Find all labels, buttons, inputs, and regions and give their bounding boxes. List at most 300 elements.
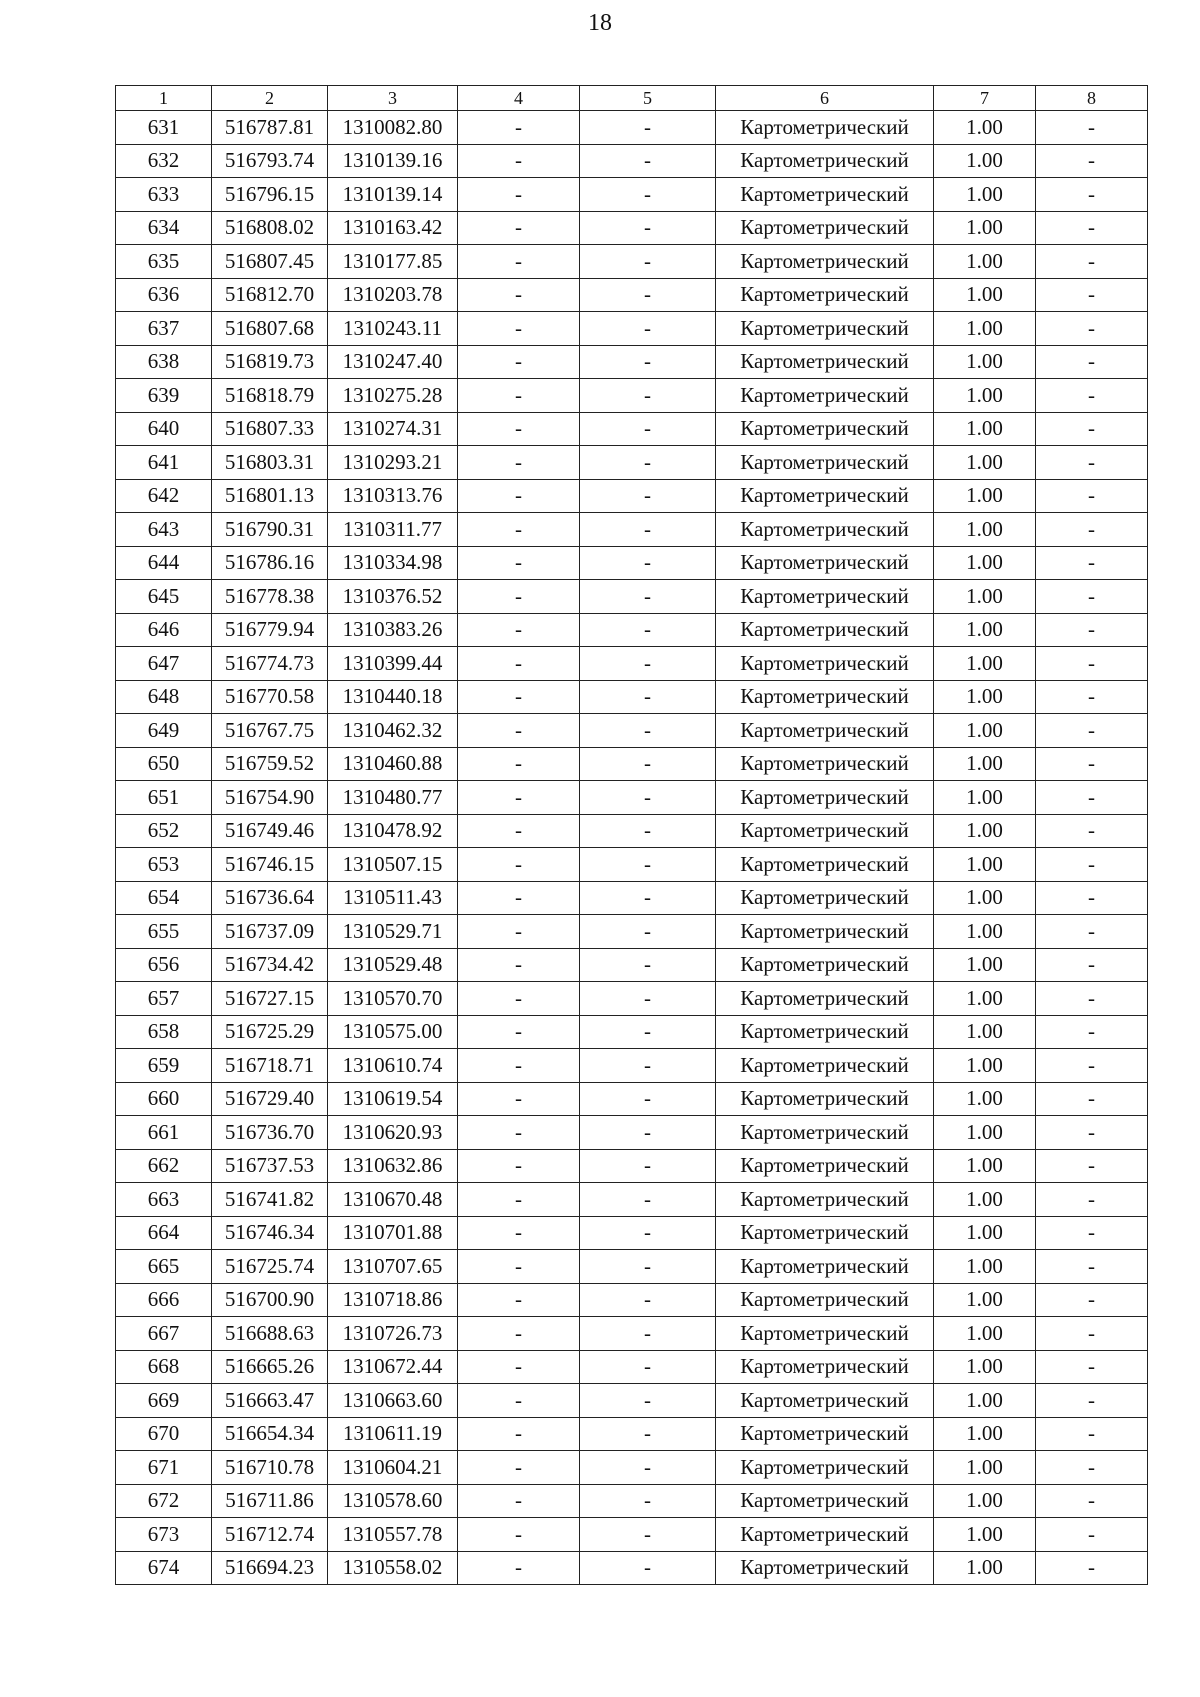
point-number-cell: 663 — [116, 1183, 212, 1217]
method-cell: Картометрический — [716, 178, 934, 212]
column-8-cell: - — [1036, 479, 1148, 513]
accuracy-cell: 1.00 — [934, 446, 1036, 480]
table-row — [116, 312, 1148, 346]
method-cell: Картометрический — [716, 111, 934, 145]
method-cell: Картометрический — [716, 546, 934, 580]
accuracy-cell: 1.00 — [934, 211, 1036, 245]
column-4-cell: - — [458, 781, 580, 815]
accuracy-cell: 1.00 — [934, 1551, 1036, 1585]
column-8-cell: - — [1036, 848, 1148, 882]
x-coordinate-cell: 516807.68 — [212, 312, 328, 346]
column-4-cell: - — [458, 1116, 580, 1150]
y-coordinate-cell: 1310604.21 — [328, 1451, 458, 1485]
x-coordinate-cell: 516746.34 — [212, 1216, 328, 1250]
accuracy-cell: 1.00 — [934, 680, 1036, 714]
x-coordinate-cell: 516688.63 — [212, 1317, 328, 1351]
column-8-cell: - — [1036, 111, 1148, 145]
table-row — [116, 1350, 1148, 1384]
column-8-cell: - — [1036, 747, 1148, 781]
column-4-cell: - — [458, 982, 580, 1016]
method-cell: Картометрический — [716, 144, 934, 178]
accuracy-cell: 1.00 — [934, 848, 1036, 882]
point-number-cell: 649 — [116, 714, 212, 748]
method-cell: Картометрический — [716, 982, 934, 1016]
x-coordinate-cell: 516736.70 — [212, 1116, 328, 1150]
accuracy-cell: 1.00 — [934, 1283, 1036, 1317]
accuracy-cell: 1.00 — [934, 1417, 1036, 1451]
column-8-cell: - — [1036, 1518, 1148, 1552]
point-number-cell: 662 — [116, 1149, 212, 1183]
x-coordinate-cell: 516749.46 — [212, 814, 328, 848]
column-4-cell: - — [458, 1551, 580, 1585]
method-cell: Картометрический — [716, 1149, 934, 1183]
accuracy-cell: 1.00 — [934, 881, 1036, 915]
column-4-cell: - — [458, 1283, 580, 1317]
column-8-cell: - — [1036, 379, 1148, 413]
column-4-cell: - — [458, 1484, 580, 1518]
column-4-cell: - — [458, 211, 580, 245]
method-cell: Картометрический — [716, 680, 934, 714]
column-4-cell: - — [458, 412, 580, 446]
point-number-cell: 671 — [116, 1451, 212, 1485]
column-4-cell: - — [458, 848, 580, 882]
y-coordinate-cell: 1310440.18 — [328, 680, 458, 714]
point-number-cell: 668 — [116, 1350, 212, 1384]
column-8-cell: - — [1036, 781, 1148, 815]
table-row — [116, 781, 1148, 815]
column-4-cell: - — [458, 111, 580, 145]
y-coordinate-cell: 1310480.77 — [328, 781, 458, 815]
column-8-cell: - — [1036, 1116, 1148, 1150]
x-coordinate-cell: 516812.70 — [212, 278, 328, 312]
x-coordinate-cell: 516746.15 — [212, 848, 328, 882]
column-8-cell: - — [1036, 312, 1148, 346]
method-cell: Картометрический — [716, 1384, 934, 1418]
accuracy-cell: 1.00 — [934, 345, 1036, 379]
column-5-cell: - — [580, 982, 716, 1016]
method-cell: Картометрический — [716, 312, 934, 346]
x-coordinate-cell: 516796.15 — [212, 178, 328, 212]
point-number-cell: 669 — [116, 1384, 212, 1418]
column-8-cell: - — [1036, 345, 1148, 379]
column-4-cell: - — [458, 1384, 580, 1418]
column-4-cell: - — [458, 747, 580, 781]
table-row — [116, 1116, 1148, 1150]
column-4-cell: - — [458, 312, 580, 346]
y-coordinate-cell: 1310247.40 — [328, 345, 458, 379]
method-cell: Картометрический — [716, 647, 934, 681]
table-row — [116, 1216, 1148, 1250]
table-row — [116, 178, 1148, 212]
point-number-cell: 655 — [116, 915, 212, 949]
accuracy-cell: 1.00 — [934, 613, 1036, 647]
method-cell: Картометрический — [716, 211, 934, 245]
point-number-cell: 660 — [116, 1082, 212, 1116]
column-4-cell: - — [458, 479, 580, 513]
column-5-cell: - — [580, 1015, 716, 1049]
point-number-cell: 656 — [116, 948, 212, 982]
column-8-cell: - — [1036, 1015, 1148, 1049]
point-number-cell: 667 — [116, 1317, 212, 1351]
x-coordinate-cell: 516737.53 — [212, 1149, 328, 1183]
column-5-cell: - — [580, 178, 716, 212]
header-row — [116, 86, 1148, 111]
table-row — [116, 848, 1148, 882]
accuracy-cell: 1.00 — [934, 1384, 1036, 1418]
x-coordinate-cell: 516727.15 — [212, 982, 328, 1016]
y-coordinate-cell: 1310632.86 — [328, 1149, 458, 1183]
column-5-cell: - — [580, 546, 716, 580]
column-5-cell: - — [580, 312, 716, 346]
column-8-cell: - — [1036, 814, 1148, 848]
table-body — [116, 111, 1148, 1585]
column-4-cell: - — [458, 1350, 580, 1384]
accuracy-cell: 1.00 — [934, 111, 1036, 145]
x-coordinate-cell: 516770.58 — [212, 680, 328, 714]
column-8-cell: - — [1036, 982, 1148, 1016]
x-coordinate-cell: 516725.29 — [212, 1015, 328, 1049]
point-number-cell: 638 — [116, 345, 212, 379]
x-coordinate-cell: 516754.90 — [212, 781, 328, 815]
table-row — [116, 1451, 1148, 1485]
y-coordinate-cell: 1310462.32 — [328, 714, 458, 748]
table-row — [116, 1317, 1148, 1351]
point-number-cell: 632 — [116, 144, 212, 178]
y-coordinate-cell: 1310529.71 — [328, 915, 458, 949]
table-row — [116, 881, 1148, 915]
table-row — [116, 1417, 1148, 1451]
column-4-cell: - — [458, 647, 580, 681]
table-row — [116, 915, 1148, 949]
column-8-cell: - — [1036, 546, 1148, 580]
column-4-cell: - — [458, 680, 580, 714]
column-8-cell: - — [1036, 1149, 1148, 1183]
table-row — [116, 345, 1148, 379]
method-cell: Картометрический — [716, 1350, 934, 1384]
column-5-cell: - — [580, 1216, 716, 1250]
point-number-cell: 657 — [116, 982, 212, 1016]
table-row — [116, 814, 1148, 848]
table-row — [116, 1283, 1148, 1317]
column-5-cell: - — [580, 1082, 716, 1116]
table-row — [116, 1384, 1148, 1418]
point-number-cell: 672 — [116, 1484, 212, 1518]
method-cell: Картометрический — [716, 412, 934, 446]
point-number-cell: 674 — [116, 1551, 212, 1585]
table-row — [116, 278, 1148, 312]
method-cell: Картометрический — [716, 848, 934, 882]
method-cell: Картометрический — [716, 1484, 934, 1518]
table-row — [116, 211, 1148, 245]
point-number-cell: 633 — [116, 178, 212, 212]
column-8-cell: - — [1036, 580, 1148, 614]
point-number-cell: 666 — [116, 1283, 212, 1317]
accuracy-cell: 1.00 — [934, 1116, 1036, 1150]
method-cell: Картометрический — [716, 1082, 934, 1116]
x-coordinate-cell: 516808.02 — [212, 211, 328, 245]
column-4-cell: - — [458, 1015, 580, 1049]
accuracy-cell: 1.00 — [934, 1350, 1036, 1384]
method-cell: Картометрический — [716, 1250, 934, 1284]
column-5-cell: - — [580, 814, 716, 848]
point-number-cell: 645 — [116, 580, 212, 614]
x-coordinate-cell: 516779.94 — [212, 613, 328, 647]
y-coordinate-cell: 1310511.43 — [328, 881, 458, 915]
column-5-cell: - — [580, 848, 716, 882]
table-row — [116, 613, 1148, 647]
point-number-cell: 644 — [116, 546, 212, 580]
accuracy-cell: 1.00 — [934, 1518, 1036, 1552]
accuracy-cell: 1.00 — [934, 647, 1036, 681]
column-5-cell: - — [580, 714, 716, 748]
column-5-cell: - — [580, 479, 716, 513]
y-coordinate-cell: 1310139.16 — [328, 144, 458, 178]
table-row — [116, 1149, 1148, 1183]
method-cell: Картометрический — [716, 245, 934, 279]
column-5-cell: - — [580, 747, 716, 781]
method-cell: Картометрический — [716, 479, 934, 513]
y-coordinate-cell: 1310718.86 — [328, 1283, 458, 1317]
column-header: 4 — [458, 86, 580, 111]
column-4-cell: - — [458, 178, 580, 212]
x-coordinate-cell: 516818.79 — [212, 379, 328, 413]
column-8-cell: - — [1036, 1317, 1148, 1351]
accuracy-cell: 1.00 — [934, 178, 1036, 212]
y-coordinate-cell: 1310163.42 — [328, 211, 458, 245]
column-8-cell: - — [1036, 278, 1148, 312]
x-coordinate-cell: 516793.74 — [212, 144, 328, 178]
method-cell: Картометрический — [716, 379, 934, 413]
y-coordinate-cell: 1310275.28 — [328, 379, 458, 413]
column-8-cell: - — [1036, 680, 1148, 714]
column-8-cell: - — [1036, 1082, 1148, 1116]
accuracy-cell: 1.00 — [934, 1015, 1036, 1049]
method-cell: Картометрический — [716, 1183, 934, 1217]
point-number-cell: 659 — [116, 1049, 212, 1083]
accuracy-cell: 1.00 — [934, 1484, 1036, 1518]
point-number-cell: 664 — [116, 1216, 212, 1250]
column-8-cell: - — [1036, 1551, 1148, 1585]
x-coordinate-cell: 516803.31 — [212, 446, 328, 480]
column-8-cell: - — [1036, 1384, 1148, 1418]
column-5-cell: - — [580, 144, 716, 178]
coordinates-table — [115, 85, 1148, 1585]
y-coordinate-cell: 1310313.76 — [328, 479, 458, 513]
column-5-cell: - — [580, 1183, 716, 1217]
x-coordinate-cell: 516725.74 — [212, 1250, 328, 1284]
column-8-cell: - — [1036, 178, 1148, 212]
x-coordinate-cell: 516737.09 — [212, 915, 328, 949]
x-coordinate-cell: 516787.81 — [212, 111, 328, 145]
x-coordinate-cell: 516741.82 — [212, 1183, 328, 1217]
table-row — [116, 144, 1148, 178]
column-5-cell: - — [580, 1417, 716, 1451]
table-row — [116, 647, 1148, 681]
y-coordinate-cell: 1310293.21 — [328, 446, 458, 480]
y-coordinate-cell: 1310701.88 — [328, 1216, 458, 1250]
column-5-cell: - — [580, 513, 716, 547]
accuracy-cell: 1.00 — [934, 982, 1036, 1016]
column-8-cell: - — [1036, 1350, 1148, 1384]
column-8-cell: - — [1036, 513, 1148, 547]
column-4-cell: - — [458, 881, 580, 915]
column-4-cell: - — [458, 1082, 580, 1116]
point-number-cell: 640 — [116, 412, 212, 446]
column-5-cell: - — [580, 1384, 716, 1418]
table-row — [116, 245, 1148, 279]
accuracy-cell: 1.00 — [934, 546, 1036, 580]
x-coordinate-cell: 516663.47 — [212, 1384, 328, 1418]
x-coordinate-cell: 516801.13 — [212, 479, 328, 513]
column-5-cell: - — [580, 1451, 716, 1485]
method-cell: Картометрический — [716, 1015, 934, 1049]
method-cell: Картометрический — [716, 1283, 934, 1317]
column-8-cell: - — [1036, 211, 1148, 245]
method-cell: Картометрический — [716, 513, 934, 547]
accuracy-cell: 1.00 — [934, 1216, 1036, 1250]
method-cell: Картометрический — [716, 881, 934, 915]
table-row — [116, 379, 1148, 413]
x-coordinate-cell: 516807.33 — [212, 412, 328, 446]
method-cell: Картометрический — [716, 613, 934, 647]
column-5-cell: - — [580, 446, 716, 480]
accuracy-cell: 1.00 — [934, 312, 1036, 346]
column-8-cell: - — [1036, 144, 1148, 178]
point-number-cell: 634 — [116, 211, 212, 245]
accuracy-cell: 1.00 — [934, 513, 1036, 547]
column-8-cell: - — [1036, 647, 1148, 681]
accuracy-cell: 1.00 — [934, 278, 1036, 312]
column-5-cell: - — [580, 211, 716, 245]
column-header: 5 — [580, 86, 716, 111]
column-4-cell: - — [458, 379, 580, 413]
table-row — [116, 513, 1148, 547]
x-coordinate-cell: 516665.26 — [212, 1350, 328, 1384]
point-number-cell: 635 — [116, 245, 212, 279]
accuracy-cell: 1.00 — [934, 781, 1036, 815]
column-5-cell: - — [580, 345, 716, 379]
accuracy-cell: 1.00 — [934, 714, 1036, 748]
column-5-cell: - — [580, 915, 716, 949]
accuracy-cell: 1.00 — [934, 915, 1036, 949]
table-row — [116, 1250, 1148, 1284]
column-5-cell: - — [580, 1317, 716, 1351]
column-5-cell: - — [580, 1350, 716, 1384]
accuracy-cell: 1.00 — [934, 1183, 1036, 1217]
table-row — [116, 747, 1148, 781]
table-row — [116, 446, 1148, 480]
column-8-cell: - — [1036, 1049, 1148, 1083]
x-coordinate-cell: 516807.45 — [212, 245, 328, 279]
column-4-cell: - — [458, 1250, 580, 1284]
column-5-cell: - — [580, 1518, 716, 1552]
column-8-cell: - — [1036, 245, 1148, 279]
column-8-cell: - — [1036, 1417, 1148, 1451]
point-number-cell: 639 — [116, 379, 212, 413]
accuracy-cell: 1.00 — [934, 412, 1036, 446]
accuracy-cell: 1.00 — [934, 1451, 1036, 1485]
point-number-cell: 646 — [116, 613, 212, 647]
column-4-cell: - — [458, 1417, 580, 1451]
column-4-cell: - — [458, 1149, 580, 1183]
column-8-cell: - — [1036, 948, 1148, 982]
column-4-cell: - — [458, 1451, 580, 1485]
y-coordinate-cell: 1310557.78 — [328, 1518, 458, 1552]
table-row — [116, 479, 1148, 513]
accuracy-cell: 1.00 — [934, 948, 1036, 982]
column-4-cell: - — [458, 814, 580, 848]
x-coordinate-cell: 516736.64 — [212, 881, 328, 915]
point-number-cell: 652 — [116, 814, 212, 848]
column-8-cell: - — [1036, 1216, 1148, 1250]
y-coordinate-cell: 1310460.88 — [328, 747, 458, 781]
y-coordinate-cell: 1310663.60 — [328, 1384, 458, 1418]
x-coordinate-cell: 516767.75 — [212, 714, 328, 748]
method-cell: Картометрический — [716, 1317, 934, 1351]
y-coordinate-cell: 1310311.77 — [328, 513, 458, 547]
point-number-cell: 648 — [116, 680, 212, 714]
method-cell: Картометрический — [716, 814, 934, 848]
y-coordinate-cell: 1310243.11 — [328, 312, 458, 346]
column-8-cell: - — [1036, 714, 1148, 748]
y-coordinate-cell: 1310575.00 — [328, 1015, 458, 1049]
y-coordinate-cell: 1310139.14 — [328, 178, 458, 212]
point-number-cell: 670 — [116, 1417, 212, 1451]
point-number-cell: 658 — [116, 1015, 212, 1049]
method-cell: Картометрический — [716, 1049, 934, 1083]
column-4-cell: - — [458, 1183, 580, 1217]
column-5-cell: - — [580, 1116, 716, 1150]
column-5-cell: - — [580, 680, 716, 714]
column-5-cell: - — [580, 1484, 716, 1518]
x-coordinate-cell: 516790.31 — [212, 513, 328, 547]
column-4-cell: - — [458, 446, 580, 480]
y-coordinate-cell: 1310177.85 — [328, 245, 458, 279]
y-coordinate-cell: 1310399.44 — [328, 647, 458, 681]
column-4-cell: - — [458, 1216, 580, 1250]
column-4-cell: - — [458, 714, 580, 748]
column-5-cell: - — [580, 1250, 716, 1284]
x-coordinate-cell: 516694.23 — [212, 1551, 328, 1585]
table-row — [116, 1082, 1148, 1116]
accuracy-cell: 1.00 — [934, 1149, 1036, 1183]
table-row — [116, 412, 1148, 446]
table-row — [116, 714, 1148, 748]
y-coordinate-cell: 1310726.73 — [328, 1317, 458, 1351]
column-8-cell: - — [1036, 1484, 1148, 1518]
table-row — [116, 1518, 1148, 1552]
y-coordinate-cell: 1310620.93 — [328, 1116, 458, 1150]
point-number-cell: 665 — [116, 1250, 212, 1284]
y-coordinate-cell: 1310619.54 — [328, 1082, 458, 1116]
x-coordinate-cell: 516711.86 — [212, 1484, 328, 1518]
method-cell: Картометрический — [716, 747, 934, 781]
column-5-cell: - — [580, 111, 716, 145]
x-coordinate-cell: 516786.16 — [212, 546, 328, 580]
y-coordinate-cell: 1310376.52 — [328, 580, 458, 614]
y-coordinate-cell: 1310570.70 — [328, 982, 458, 1016]
column-8-cell: - — [1036, 915, 1148, 949]
column-4-cell: - — [458, 613, 580, 647]
point-number-cell: 643 — [116, 513, 212, 547]
column-5-cell: - — [580, 1049, 716, 1083]
column-5-cell: - — [580, 1551, 716, 1585]
column-4-cell: - — [458, 580, 580, 614]
column-header: 1 — [116, 86, 212, 111]
y-coordinate-cell: 1310529.48 — [328, 948, 458, 982]
y-coordinate-cell: 1310478.92 — [328, 814, 458, 848]
column-4-cell: - — [458, 948, 580, 982]
